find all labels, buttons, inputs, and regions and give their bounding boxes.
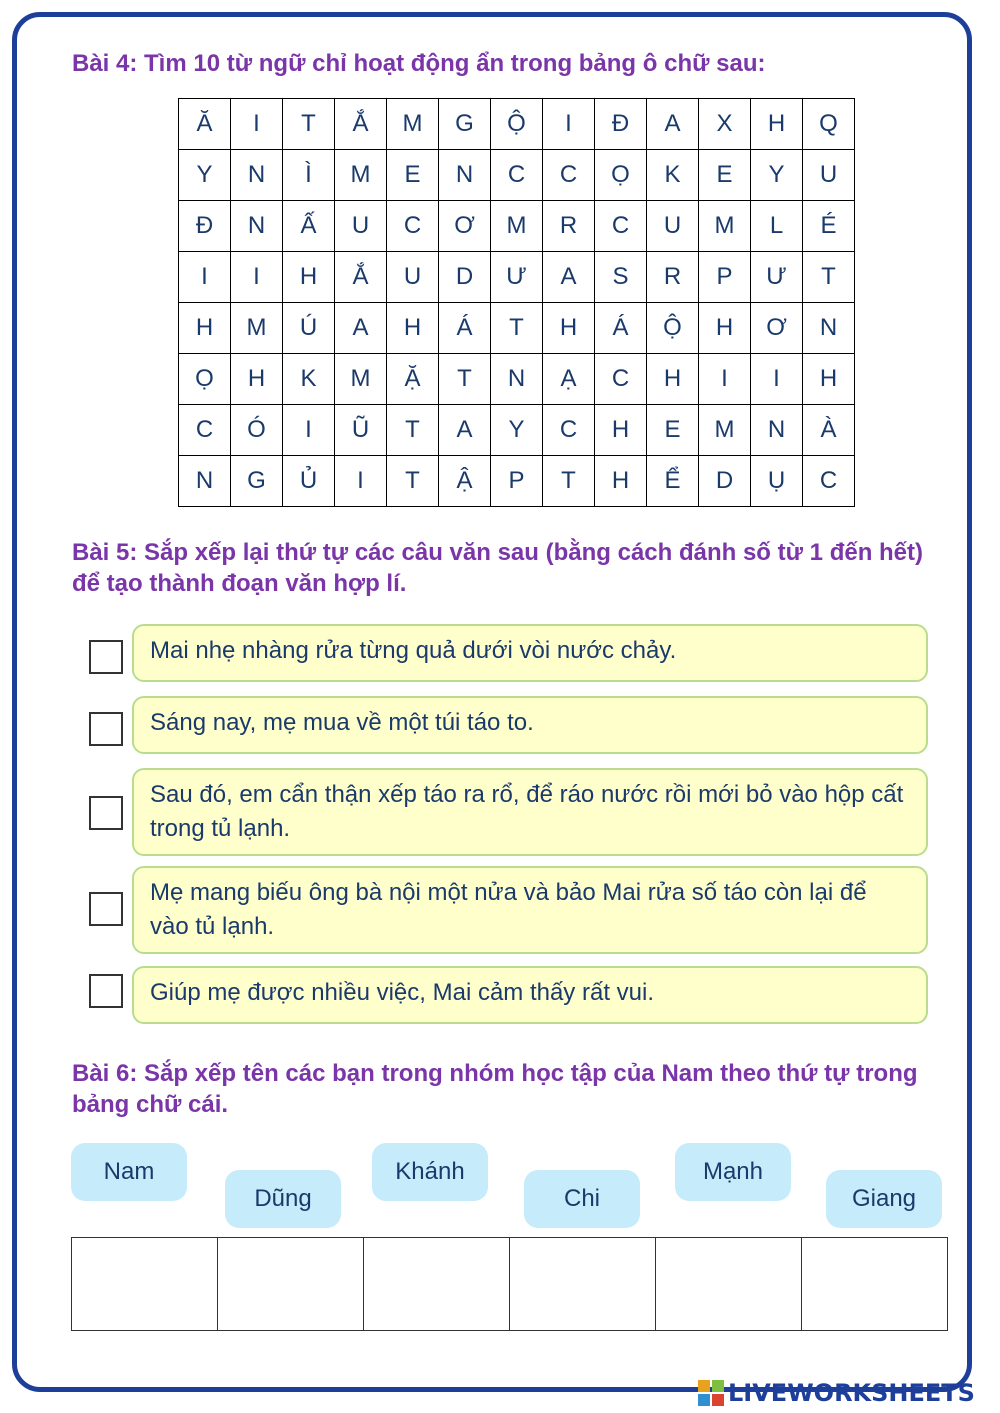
grid-cell[interactable]: N	[179, 456, 231, 507]
grid-cell[interactable]: H	[283, 252, 335, 303]
grid-cell[interactable]: T	[491, 303, 543, 354]
grid-cell[interactable]: Ơ	[751, 303, 803, 354]
answer-slot-3[interactable]	[364, 1238, 510, 1331]
grid-cell[interactable]: M	[335, 354, 387, 405]
grid-cell[interactable]: I	[231, 99, 283, 150]
order-number-box[interactable]	[89, 712, 123, 746]
grid-cell[interactable]: T	[387, 456, 439, 507]
grid-cell[interactable]: U	[647, 201, 699, 252]
grid-cell[interactable]: N	[439, 150, 491, 201]
answer-slot-5[interactable]	[656, 1238, 802, 1331]
grid-cell[interactable]: À	[803, 405, 855, 456]
grid-cell[interactable]: N	[231, 201, 283, 252]
grid-cell[interactable]: Ạ	[543, 354, 595, 405]
grid-cell[interactable]: Đ	[179, 201, 231, 252]
sentence-card: Sáng nay, mẹ mua về một túi táo to.	[132, 696, 928, 754]
grid-cell[interactable]: U	[387, 252, 439, 303]
grid-cell[interactable]: K	[283, 354, 335, 405]
grid-cell[interactable]: Ậ	[439, 456, 491, 507]
grid-cell[interactable]: Ủ	[283, 456, 335, 507]
name-tag-dung[interactable]: Dũng	[225, 1170, 341, 1228]
exercise-4-title: Bài 4: Tìm 10 từ ngữ chỉ hoạt động ẩn trong bảng ô chữ sau:	[72, 50, 766, 77]
grid-row	[179, 150, 855, 201]
grid-cell[interactable]: U	[803, 150, 855, 201]
grid-cell[interactable]: D	[699, 456, 751, 507]
grid-cell[interactable]: I	[283, 405, 335, 456]
name-tag-chi[interactable]: Chi	[524, 1170, 640, 1228]
grid-row	[179, 354, 855, 405]
grid-cell[interactable]: I	[699, 354, 751, 405]
grid-cell[interactable]: T	[387, 405, 439, 456]
grid-cell[interactable]: Ó	[231, 405, 283, 456]
grid-cell[interactable]: C	[595, 201, 647, 252]
grid-cell[interactable]: N	[491, 354, 543, 405]
grid-cell[interactable]: Ă	[179, 99, 231, 150]
logo-text: LIVEWORKSHEETS	[728, 1379, 975, 1407]
grid-cell[interactable]: Ì	[283, 150, 335, 201]
grid-cell[interactable]: Ụ	[751, 456, 803, 507]
grid-row	[179, 303, 855, 354]
grid-cell[interactable]: H	[231, 354, 283, 405]
grid-cell[interactable]: P	[491, 456, 543, 507]
grid-cell[interactable]: M	[387, 99, 439, 150]
grid-cell[interactable]: A	[647, 99, 699, 150]
grid-cell[interactable]: E	[647, 405, 699, 456]
grid-cell[interactable]: Á	[595, 303, 647, 354]
grid-cell[interactable]: C	[543, 150, 595, 201]
grid-cell[interactable]: H	[647, 354, 699, 405]
answer-slot-6[interactable]	[802, 1238, 948, 1331]
grid-cell[interactable]: Đ	[595, 99, 647, 150]
grid-cell[interactable]: Ư	[751, 252, 803, 303]
grid-cell[interactable]: A	[439, 405, 491, 456]
exercise-6-title: Bài 6: Sắp xếp tên các bạn trong nhóm học tập của Nam theo thứ tự trong bảng chữ cái.	[72, 1060, 918, 1118]
grid-cell[interactable]: C	[803, 456, 855, 507]
grid-cell[interactable]: K	[647, 150, 699, 201]
word-search-grid	[178, 98, 855, 507]
grid-cell[interactable]: S	[595, 252, 647, 303]
grid-cell[interactable]: H	[699, 303, 751, 354]
sentence-card: Giúp mẹ được nhiều việc, Mai cảm thấy rất vui.	[132, 966, 928, 1024]
grid-cell[interactable]: R	[647, 252, 699, 303]
grid-cell[interactable]: Ặ	[387, 354, 439, 405]
answer-table	[71, 1237, 948, 1331]
liveworksheets-logo-icon	[698, 1380, 724, 1406]
grid-cell[interactable]: I	[179, 252, 231, 303]
grid-cell[interactable]: M	[699, 201, 751, 252]
grid-cell[interactable]: Y	[491, 405, 543, 456]
name-tag-giang[interactable]: Giang	[826, 1170, 942, 1228]
grid-cell[interactable]: D	[439, 252, 491, 303]
grid-cell[interactable]: Ộ	[491, 99, 543, 150]
grid-cell[interactable]: M	[699, 405, 751, 456]
grid-cell[interactable]: T	[439, 354, 491, 405]
grid-cell[interactable]: H	[179, 303, 231, 354]
grid-cell[interactable]: G	[231, 456, 283, 507]
grid-cell[interactable]: T	[803, 252, 855, 303]
grid-row	[179, 99, 855, 150]
grid-cell[interactable]: Ũ	[335, 405, 387, 456]
sentence-card: Sau đó, em cẩn thận xếp táo ra rổ, để ráo nước rồi mới bỏ vào hộp cất trong tủ lạnh.	[132, 768, 928, 856]
grid-cell[interactable]: C	[491, 150, 543, 201]
order-number-box[interactable]	[89, 796, 123, 830]
grid-cell[interactable]: H	[803, 354, 855, 405]
grid-cell[interactable]: I	[231, 252, 283, 303]
grid-cell[interactable]: Ể	[647, 456, 699, 507]
grid-cell[interactable]: H	[595, 456, 647, 507]
liveworksheets-logo[interactable]	[698, 1378, 975, 1408]
grid-cell[interactable]: Ộ	[647, 303, 699, 354]
grid-cell[interactable]: X	[699, 99, 751, 150]
grid-cell[interactable]: Y	[751, 150, 803, 201]
grid-cell[interactable]: I	[543, 99, 595, 150]
grid-cell[interactable]: C	[179, 405, 231, 456]
grid-cell[interactable]: C	[543, 405, 595, 456]
grid-cell[interactable]: C	[387, 201, 439, 252]
grid-cell[interactable]: Á	[439, 303, 491, 354]
grid-cell[interactable]: T	[543, 456, 595, 507]
answer-slot-2[interactable]	[218, 1238, 364, 1331]
grid-cell[interactable]: E	[387, 150, 439, 201]
grid-cell[interactable]: M	[491, 201, 543, 252]
name-tag-nam[interactable]: Nam	[71, 1143, 187, 1201]
grid-cell[interactable]: É	[803, 201, 855, 252]
order-number-box[interactable]	[89, 892, 123, 926]
grid-cell[interactable]: C	[595, 354, 647, 405]
grid-cell[interactable]: N	[751, 405, 803, 456]
grid-cell[interactable]: A	[335, 303, 387, 354]
grid-cell[interactable]: Ọ	[179, 354, 231, 405]
grid-cell[interactable]: H	[751, 99, 803, 150]
grid-cell[interactable]: Q	[803, 99, 855, 150]
grid-cell[interactable]: H	[387, 303, 439, 354]
grid-cell[interactable]: N	[803, 303, 855, 354]
grid-cell[interactable]: E	[699, 150, 751, 201]
grid-cell[interactable]: R	[543, 201, 595, 252]
grid-cell[interactable]: Ấ	[283, 201, 335, 252]
sentence-card: Mai nhẹ nhàng rửa từng quả dưới vòi nước chảy.	[132, 624, 928, 682]
grid-cell[interactable]: H	[595, 405, 647, 456]
order-number-box[interactable]	[89, 640, 123, 674]
grid-cell[interactable]: U	[335, 201, 387, 252]
grid-cell[interactable]: I	[335, 456, 387, 507]
grid-cell[interactable]: Ắ	[335, 99, 387, 150]
grid-row	[179, 201, 855, 252]
name-tag-manh[interactable]: Mạnh	[675, 1143, 791, 1201]
exercise-5-title: Bài 5: Sắp xếp lại thứ tự các câu văn sau (bằng cách đánh số từ 1 đến hết) để tạo thành đoạn văn hợp lí.	[72, 539, 924, 597]
sentence-card: Mẹ mang biếu ông bà nội một nửa và bảo Mai rửa số táo còn lại để vào tủ lạnh.	[132, 866, 928, 954]
grid-row	[179, 252, 855, 303]
answer-slot-1[interactable]	[72, 1238, 218, 1331]
grid-cell[interactable]: N	[231, 150, 283, 201]
grid-cell[interactable]: Ơ	[439, 201, 491, 252]
grid-cell[interactable]: P	[699, 252, 751, 303]
order-number-box[interactable]	[89, 974, 123, 1008]
answer-slot-4[interactable]	[510, 1238, 656, 1331]
name-tag-khanh[interactable]: Khánh	[372, 1143, 488, 1201]
grid-cell[interactable]: G	[439, 99, 491, 150]
grid-cell[interactable]: H	[543, 303, 595, 354]
grid-row	[179, 456, 855, 507]
grid-cell[interactable]: A	[543, 252, 595, 303]
grid-cell[interactable]: M	[231, 303, 283, 354]
grid-row	[179, 405, 855, 456]
grid-cell[interactable]: I	[751, 354, 803, 405]
grid-cell[interactable]: Y	[179, 150, 231, 201]
grid-cell[interactable]: M	[335, 150, 387, 201]
grid-cell[interactable]: Ú	[283, 303, 335, 354]
grid-cell[interactable]: Ọ	[595, 150, 647, 201]
grid-cell[interactable]: L	[751, 201, 803, 252]
grid-cell[interactable]: T	[283, 99, 335, 150]
grid-cell[interactable]: Ư	[491, 252, 543, 303]
grid-cell[interactable]: Ắ	[335, 252, 387, 303]
